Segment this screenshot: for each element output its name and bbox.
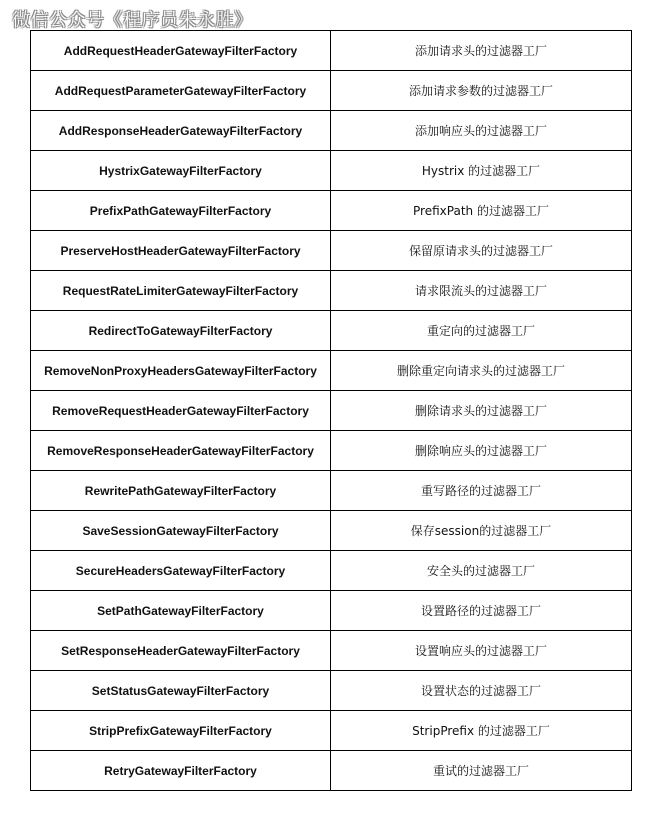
filter-name-cell: AddResponseHeaderGatewayFilterFactory [31,111,331,151]
filter-desc-cell: 设置路径的过滤器工厂 [331,591,632,631]
filter-desc-cell: 设置响应头的过滤器工厂 [331,631,632,671]
table-row [31,391,632,431]
filter-name-cell: RemoveNonProxyHeadersGatewayFilterFactory [31,351,331,391]
filter-desc-cell: Hystrix 的过滤器工厂 [331,151,632,191]
filter-name-cell: SecureHeadersGatewayFilterFactory [31,551,331,591]
filter-desc-cell: PrefixPath 的过滤器工厂 [331,191,632,231]
filter-name-cell: RemoveResponseHeaderGatewayFilterFactory [31,431,331,471]
table-row [31,631,632,671]
table-row [31,111,632,151]
filter-name-cell: RewritePathGatewayFilterFactory [31,471,331,511]
filter-desc-cell: 添加请求头的过滤器工厂 [331,31,632,71]
table-row [31,151,632,191]
table-row [31,671,632,711]
filter-name-cell: SetStatusGatewayFilterFactory [31,671,331,711]
table-row [31,271,632,311]
filter-desc-cell: 重写路径的过滤器工厂 [331,471,632,511]
filter-desc-cell: 安全头的过滤器工厂 [331,551,632,591]
table-row [31,591,632,631]
filter-name-cell: SetPathGatewayFilterFactory [31,591,331,631]
filter-name-cell: SaveSessionGatewayFilterFactory [31,511,331,551]
filter-factory-table [30,30,632,791]
table-row [31,751,632,791]
table-row [31,551,632,591]
filter-desc-cell: 保存session的过滤器工厂 [331,511,632,551]
filter-desc-cell: 请求限流头的过滤器工厂 [331,271,632,311]
filter-desc-cell: 添加响应头的过滤器工厂 [331,111,632,151]
table-row [31,31,632,71]
table-row [31,311,632,351]
filter-desc-cell: 删除请求头的过滤器工厂 [331,391,632,431]
table-body [31,31,632,791]
filter-desc-cell: 添加请求参数的过滤器工厂 [331,71,632,111]
table-row [31,471,632,511]
table-row [31,191,632,231]
filter-name-cell: RetryGatewayFilterFactory [31,751,331,791]
filter-name-cell: RemoveRequestHeaderGatewayFilterFactory [31,391,331,431]
filter-desc-cell: 删除响应头的过滤器工厂 [331,431,632,471]
table-row [31,351,632,391]
filter-name-cell: AddRequestHeaderGatewayFilterFactory [31,31,331,71]
filter-name-cell: RequestRateLimiterGatewayFilterFactory [31,271,331,311]
table-row [31,711,632,751]
filter-name-cell: PreserveHostHeaderGatewayFilterFactory [31,231,331,271]
filter-desc-cell: 重试的过滤器工厂 [331,751,632,791]
table-row [31,431,632,471]
filter-name-cell: RedirectToGatewayFilterFactory [31,311,331,351]
watermark-text: 微信公众号《程序员朱永胜》 [12,10,253,31]
filter-desc-cell: 重定向的过滤器工厂 [331,311,632,351]
filter-desc-cell: 删除重定向请求头的过滤器工厂 [331,351,632,391]
table-row [31,231,632,271]
table-row [31,511,632,551]
filter-name-cell: StripPrefixGatewayFilterFactory [31,711,331,751]
filter-name-cell: SetResponseHeaderGatewayFilterFactory [31,631,331,671]
filter-name-cell: PrefixPathGatewayFilterFactory [31,191,331,231]
filter-name-cell: AddRequestParameterGatewayFilterFactory [31,71,331,111]
table-row [31,71,632,111]
filter-name-cell: HystrixGatewayFilterFactory [31,151,331,191]
filter-desc-cell: 保留原请求头的过滤器工厂 [331,231,632,271]
filter-desc-cell: StripPrefix 的过滤器工厂 [331,711,632,751]
filter-desc-cell: 设置状态的过滤器工厂 [331,671,632,711]
